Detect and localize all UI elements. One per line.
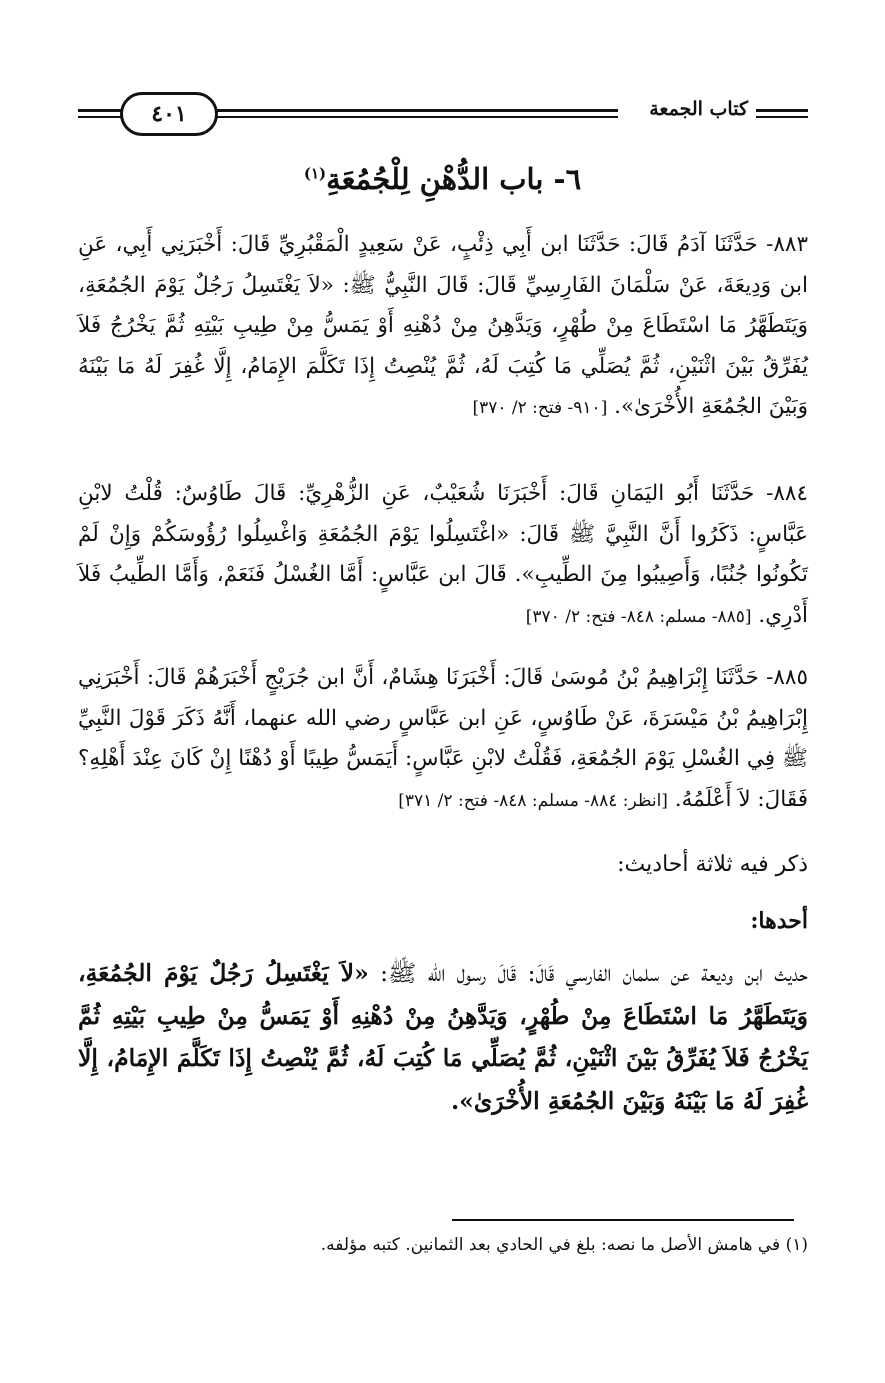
header-rule-right-thin xyxy=(756,116,808,118)
header-rule-mid xyxy=(198,109,618,112)
commentary-body xyxy=(78,952,808,1122)
hadith-text: ٨٨٥- حَدَّثَنَا إِبْرَاهِيمُ بْنُ مُوسَىٰ قَالَ: أَخْبَرَنَا هِشَامٌ، أَنَّ ابن جُرَيْجٍ أَخْبَرَهُمْ قَالَ: أَخْبَرَنِي إِبْرَاهِيمُ بْنُ مَيْسَرَةَ، عَنْ طَاوُسٍ، عَنِ ابن عَبَّاسٍ رضي الله عنهما، أَنَّهُ ذَكَرَ قَوْلَ النَّبِيِّ ﷺ فِي الغُسْلِ يَوْمَ الجُمُعَةِ، فَقُلْتُ لابْنِ عَبَّاسٍ: أَيَمَسُّ طِيبًا أَوْ دُهْنًا إِنْ كَانَ عِنْدَ أَهْلِهِ؟ فَقَالَ: لاَ أَعْلَمُهُ. xyxy=(78,665,808,812)
hadith-885 xyxy=(78,658,808,821)
commentary-first-label: أحدها: xyxy=(750,908,808,934)
chapter-title: ٦- باب الدُّهْنِ لِلْجُمُعَةِ xyxy=(326,162,582,196)
hadith-text: ٨٨٣- حَدَّثَنَا آدَمُ قَالَ: حَدَّثَنَا ابن أَبِي ذِئْبٍ، عَنْ سَعِيدٍ الْمَقْبُرِيِّ قَالَ: أَخْبَرَنِي أَبِي، عَنِ ابن وَدِيعَةَ، عَنْ سَلْمَانَ الفَارِسِيِّ قَالَ: قَالَ النَّبِيُّ ﷺ: «لاَ يَغْتَسِلُ رَجُلٌ يَوْمَ الجُمُعَةِ، وَيَتَطَهَّرُ مَا اسْتَطَاعَ مِنْ طُهْرٍ، وَيَدَّهِنُ مِنْ دُهْنِهِ أَوْ يَمَسُّ مِنْ طِيبِ بَيْتِهِ ثُمَّ يَخْرُجُ فَلاَ يُفَرِّقُ بَيْنَ اثْنَيْنِ، ثُمَّ يُصَلِّي مَا كُتِبَ لَهُ، ثُمَّ يُنْصِتُ إِذَا تَكَلَّمَ الإِمَامُ، إِلَّا غُفِرَ لَهُ مَا بَيْنَهُ وَبَيْنَ الجُمُعَةِ الأُخْرَىٰ». xyxy=(78,232,808,419)
chapter-heading xyxy=(0,162,885,196)
hadith-884 xyxy=(78,474,808,637)
hadith-reference: [٨٨٥- مسلم: ٨٤٨- فتح: ٢/ ٣٧٠] xyxy=(525,606,752,627)
commentary-lead: حديث ابن وديعة عن سلمان الفارسي قَالَ: قَالَ رسول الله ﷺ: xyxy=(380,959,808,987)
book-title: كتاب الجمعة xyxy=(649,98,748,120)
footnote-rule xyxy=(452,1219,794,1221)
page-number: ٤٠١ xyxy=(120,92,218,136)
running-header xyxy=(78,92,808,136)
hadith-reference: [٩١٠- فتح: ٢/ ٣٧٠] xyxy=(472,398,608,418)
header-rule-mid-thin xyxy=(198,116,618,118)
hadith-reference: [انظر: ٨٨٤- مسلم: ٨٤٨- فتح: ٢/ ٣٧١] xyxy=(398,790,668,811)
chapter-note-marker: (١) xyxy=(303,164,327,183)
hadith-text: ٨٨٤- حَدَّثَنَا أَبُو اليَمَانِ قَالَ: أَخْبَرَنَا شُعَيْبٌ، عَنِ الزُّهْرِيِّ: قَالَ طَاوُسٌ: قُلْتُ لابْنِ عَبَّاسٍ: ذَكَرُوا أَنَّ النَّبِيَّ ﷺ قَالَ: «اغْتَسِلُوا يَوْمَ الجُمُعَةِ وَاغْسِلُوا رُؤُوسَكُمْ وَإِنْ لَمْ تَكُونُوا جُنُبًا، وَأَصِيبُوا مِنَ الطِّيبِ». قَالَ ابن عَبَّاسٍ: أَمَّا الغُسْلُ فَنَعَمْ، وَأَمَّا الطِّيبُ فَلاَ أَدْرِي. xyxy=(78,481,808,628)
footnote-text: في هامش الأصل ما نصه: بلغ في الحادي بعد الثمانين. كتبه مؤلفه. xyxy=(320,1235,781,1255)
commentary-quote: «لاَ يَغْتَسِلُ رَجُلٌ يَوْمَ الجُمُعَةِ، وَيَتَطَهَّرُ مَا اسْتَطَاعَ مِنْ طُهْرٍ، وَيَدَّهِنُ مِنْ دُهْنِهِ أَوْ يَمَسُّ مِنْ طِيبِ بَيْتِهِ ثُمَّ يَخْرُجُ فَلاَ يُفَرِّقُ بَيْنَ اثْنَيْنِ، ثُمَّ يُصَلِّي مَا كُتِبَ لَهُ، ثُمَّ يُنْصِتُ إِذَا تَكَلَّمَ الإِمَامُ، إِلَّا غُفِرَ لَهُ مَا بَيْنَهُ وَبَيْنَ الجُمُعَةِ الأُخْرَىٰ». xyxy=(78,959,808,1115)
footnote xyxy=(321,1235,808,1255)
footnote-marker: (١) xyxy=(785,1235,808,1255)
hadith-883 xyxy=(78,225,808,429)
commentary-intro: ذكر فيه ثلاثة أحاديث: xyxy=(617,852,808,877)
header-rule-right xyxy=(756,109,808,112)
